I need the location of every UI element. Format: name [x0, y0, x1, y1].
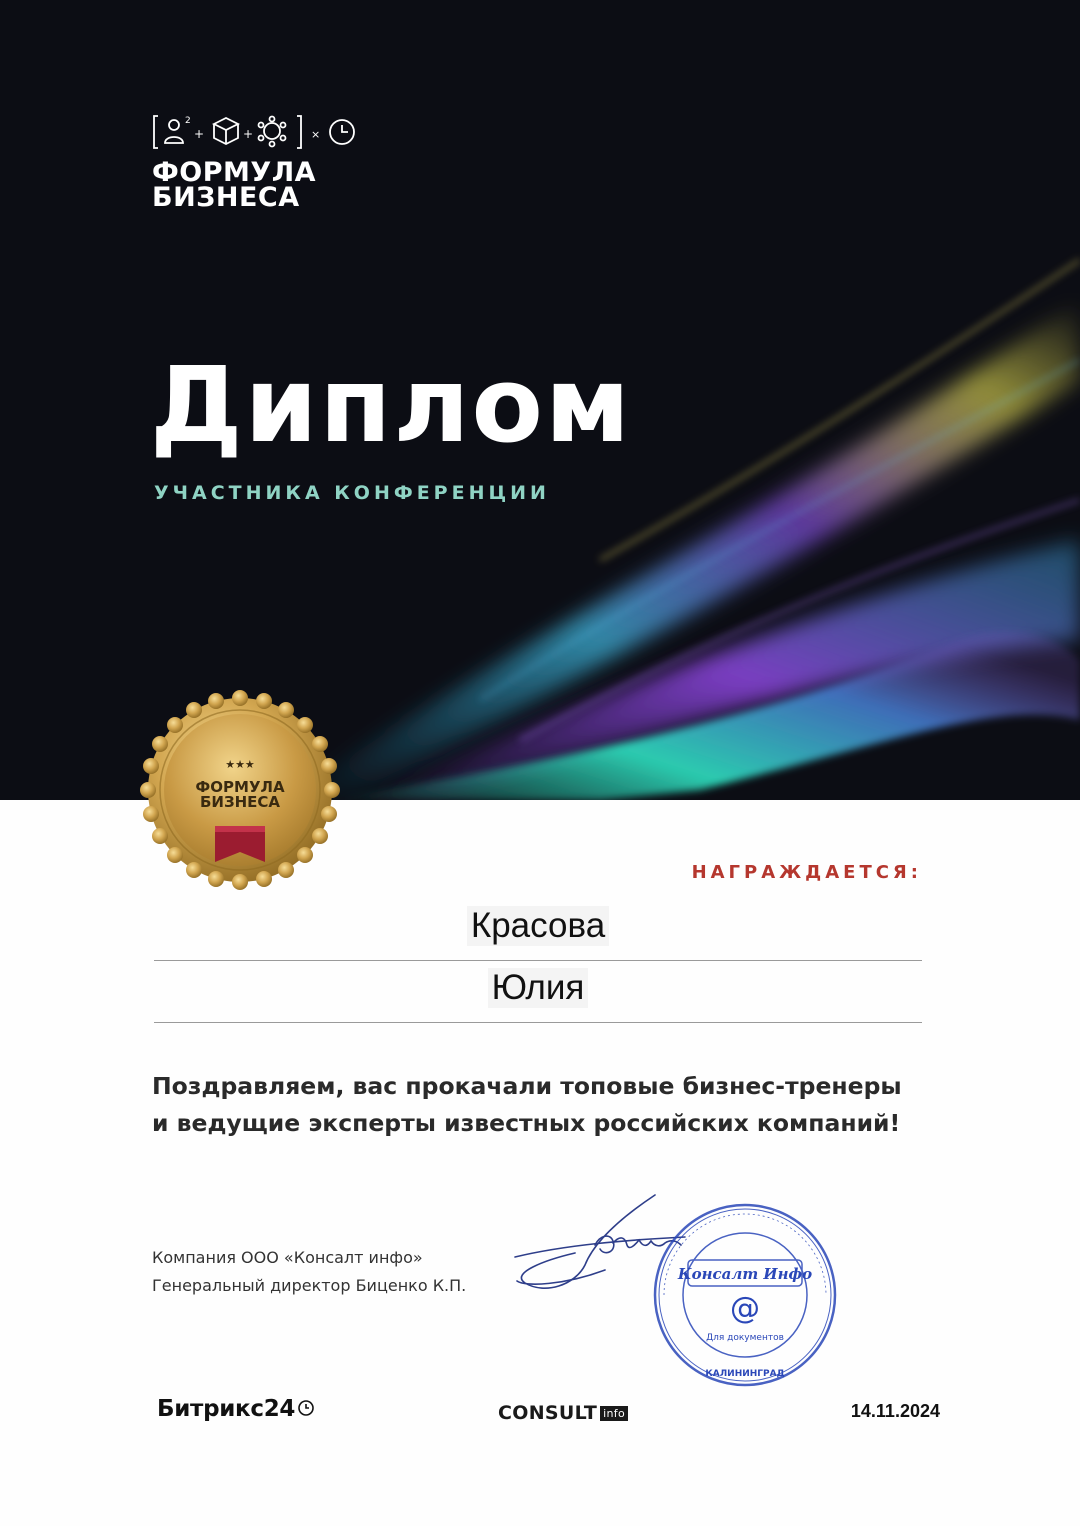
awarded-label: НАГРАЖДАЕТСЯ:	[691, 862, 922, 883]
consult-info-suffix: info	[600, 1406, 628, 1421]
svg-text:+: +	[194, 127, 205, 141]
first-name-value: Юлия	[488, 968, 589, 1008]
svg-text:2: 2	[185, 116, 191, 126]
first-name-rule	[154, 1022, 922, 1023]
person-squared-icon	[165, 120, 183, 143]
svg-text:БИЗНЕСА: БИЗНЕСА	[199, 793, 281, 811]
bitrix24-logo	[157, 1396, 315, 1423]
svg-text:ФОРМУЛА: ФОРМУЛА	[195, 778, 285, 796]
svg-text:Консалт Инфо: Консалт Инфо	[677, 1265, 813, 1283]
svg-text:Для документов: Для документов	[706, 1333, 784, 1343]
issue-date: 14.11.2024	[850, 1401, 940, 1421]
brand-wordmark	[152, 157, 317, 213]
formula-logo-icons	[152, 114, 372, 150]
svg-text:@: @	[730, 1291, 760, 1326]
brand-line-2: БИЗНЕСА	[152, 182, 300, 213]
clock-icon	[297, 1397, 315, 1423]
company-name: Компания ООО «Консалт инфо»	[152, 1248, 423, 1267]
diploma-title: Диплом	[150, 344, 632, 466]
consult-text: CONSULT	[498, 1402, 598, 1424]
bitrix24-text: Битрикс24	[157, 1396, 296, 1422]
congratulation-line-2: и ведущие эксперты известных российских компаний!	[152, 1109, 901, 1137]
recipient-first-name	[154, 968, 922, 1008]
surname-value: Красова	[467, 906, 609, 946]
congratulation-line-1: Поздравляем, вас прокачали топовые бизнес-тренеры	[152, 1072, 902, 1100]
recipient-surname	[154, 906, 922, 946]
signatory-position: Генеральный директор Биценко К.П.	[152, 1276, 467, 1295]
svg-text:+: +	[243, 127, 254, 141]
surname-rule	[154, 960, 922, 961]
company-stamp	[650, 1200, 840, 1390]
consult-info-logo	[498, 1402, 628, 1424]
gold-medal-seal	[140, 690, 340, 890]
clock-icon	[330, 120, 354, 144]
svg-text:★★★: ★★★	[225, 758, 255, 771]
svg-text:×: ×	[311, 128, 321, 141]
svg-text:КАЛИНИНГРАД: КАЛИНИНГРАД	[705, 1369, 785, 1379]
signatory-block	[152, 1244, 466, 1300]
congratulation-text	[152, 1068, 952, 1142]
diploma-subtitle: УЧАСТНИКА КОНФЕРЕНЦИИ	[154, 482, 550, 504]
box-icon	[214, 118, 238, 144]
brand-line-1: ФОРМУЛА	[152, 157, 317, 188]
network-icon	[259, 117, 286, 147]
